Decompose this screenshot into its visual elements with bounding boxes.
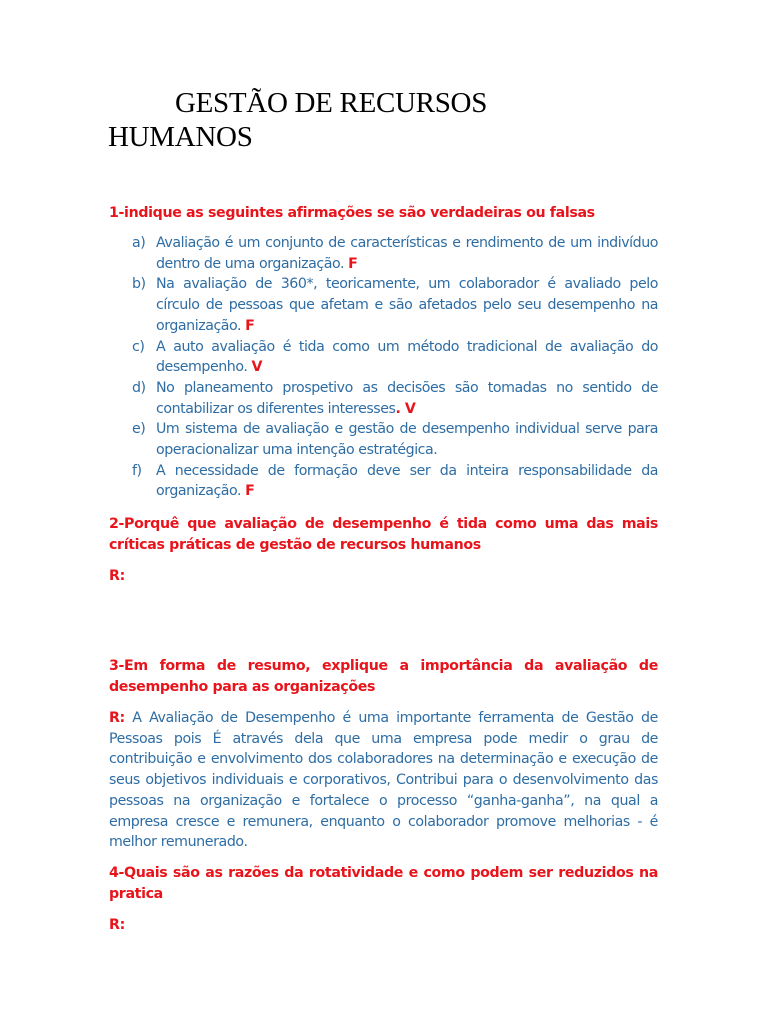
question-3: 3-Em forma de resumo, explique a importância da avaliação de desempenho para as organizações [109,658,658,695]
statement-text: No planeamento prospetivo as decisões são tomadas no sentido de contabilizar os diferentes interesses [156,379,658,417]
question-1: 1-indique as seguintes afirmações se são verdadeiras ou falsas [109,205,595,221]
answer-4-label: R: [109,917,125,933]
verdict-badge: V [251,359,262,376]
title-line-2: HUMANOS [108,121,253,153]
answer-3 [109,708,658,853]
answer-3-text: A Avaliação de Desempenho é uma importante ferramenta de Gestão de Pessoas pois É através dela que uma empresa pode medir o grau de contribuição e envolvimento dos colaboradores na determinação e execução de seus objetivos individuais e corporativos, Contribui para o desenvolvimento das pessoas na organização e fortalece o processo “ganha-ganha”, na qual a empresa cresce e remunera, enquanto o colaborador promove melhorias - é melhor remunerado. [109,710,658,851]
verdict-badge: F [245,483,255,500]
title-line-1: GESTÃO DE RECURSOS [175,87,488,119]
statement-item-a [130,233,658,274]
statement-text: Um sistema de avaliação e gestão de desempenho individual serve para operacionalizar uma intenção estratégica. [156,421,658,459]
list-marker: f) [132,462,142,479]
list-marker: a) [132,235,146,251]
statement-item-c [130,337,658,378]
document-title [108,86,668,154]
statement-list [130,233,658,502]
statement-item-b [130,274,658,336]
verdict-badge: F [348,255,358,272]
list-marker: d) [132,379,146,396]
statement-text: A auto avaliação é tida como um método tradicional de avaliação do desempenho. [156,338,658,376]
statement-item-e [130,419,658,460]
list-marker: e) [132,421,146,438]
list-marker: b) [132,276,146,293]
verdict-badge: F [245,317,255,334]
verdict-badge: . V [395,400,416,417]
answer-2-label: R: [109,568,125,584]
list-marker: c) [132,338,145,355]
question-2: 2-Porquê que avaliação de desempenho é tida como uma das mais críticas práticas de gestão de recursos humanos [109,516,658,553]
statement-text: Avaliação é um conjunto de características e rendimento de um indivíduo dentro de uma organização. [156,235,658,272]
statement-text: Na avaliação de 360*, teoricamente, um colaborador é avaliado pelo círculo de pessoas que afetam e são afetados pelo seu desempenho na organização. [156,276,658,334]
answer-3-label: R: [109,710,125,726]
statement-item-f [130,461,658,502]
statement-item-d [130,378,658,419]
question-4: 4-Quais são as razões da rotatividade e como podem ser reduzidos na pratica [109,865,658,902]
statement-text: A necessidade de formação deve ser da inteira responsabilidade da organização. [156,462,658,500]
